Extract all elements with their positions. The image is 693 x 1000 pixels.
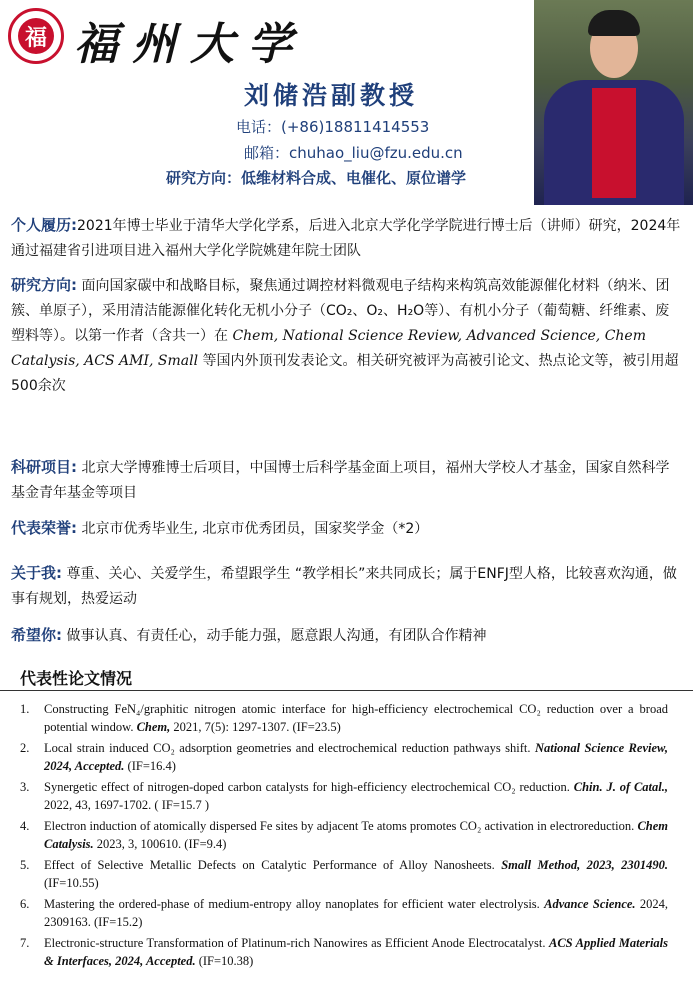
- about-text: 尊重、关心、关爱学生，希望跟学生 “教学相长”来共同成长；属于ENFJ型人格，比较喜欢沟通，做事有规划，热爱运动: [11, 566, 677, 607]
- research-text-1: 面向国家碳中和战略目标，聚焦通过调控材料微观电子结构来构筑高效能源催化材料（纳米、团簇、单原子），采用清洁能源催化转化无机小分子（CO₂、O₂、H₂O等）、有机小分子（葡萄糖、纤维素、废塑料等）。以第一作者（含共一）在: [11, 278, 670, 344]
- logo-char: 福: [18, 18, 54, 54]
- about-label: 关于我:: [11, 564, 62, 582]
- research-journals: Chem, National Science Review, Advanced Science, Chem Catalysis, ACS AMI, Small: [11, 328, 646, 369]
- profile-photo: [534, 0, 693, 205]
- profile-name: 刘储浩副教授: [244, 81, 419, 110]
- email-text: 邮箱：chuhao_liu@fzu.edu.cn: [244, 144, 463, 162]
- section-resume: [11, 213, 683, 264]
- hope-text: 做事认真、有责任心，动手能力强，愿意跟人沟通，有团队合作精神: [66, 628, 487, 644]
- research-summary: 研究方向：低维材料合成、电催化、原位谱学: [166, 169, 467, 187]
- section-about: [11, 561, 683, 612]
- section-honors: [11, 516, 683, 542]
- projects-label: 科研项目:: [11, 458, 77, 476]
- projects-text: 北京大学博雅博士后项目，中国博士后科学基金面上项目，福州大学校人才基金，国家自然科学基金青年基金等项目: [11, 460, 670, 501]
- resume-text: 2021年博士毕业于清华大学化学系，后进入北京大学化学学院进行博士后（讲师）研究，2024年通过福建省引进项目进入福州大学化学院姚建年院士团队: [11, 218, 681, 259]
- publication-item: 6. Mastering the ordered-phase of medium-entropy alloy nanoplates for efficient water electrolysis. Advance Science. 2024, 2309163. (IF=15.2): [20, 897, 668, 929]
- publication-item: 2. Local strain induced CO₂ adsorption geometries and electrochemical reduction pathways shift. National Science Review, 2024, Accepted. (IF=16.4): [20, 741, 669, 773]
- research-text-2: 等国内外顶刊发表论文。相关研究被评为高被引论文、热点论文等，被引用超500余次: [11, 353, 679, 394]
- publication-item: 1. Constructing FeN₄/graphitic nitrogen atomic interface for high-efficiency electrochemical CO₂ reduction over a broad potential window. Chem, 2021, 7(5): 1297-1307. (IF=23.5): [20, 702, 668, 734]
- section-hope: [11, 623, 683, 649]
- divider: [0, 690, 693, 691]
- publication-item: 4. Electron induction of atomically dispersed Fe sites by adjacent Te atoms promotes CO₂ activation in electroreduction. Chem Catalysis. 2023, 3, 100610. (IF=9.4): [20, 819, 669, 851]
- publication-item: 7. Electronic-structure Transformation of Platinum-rich Nanowires as Efficient Anode Electrocatalyst. ACS Applied Materials & Interfaces, 2024, Accepted. (IF=10.38): [20, 936, 669, 968]
- resume-label: 个人履历:: [11, 216, 77, 234]
- section-research: [11, 273, 683, 399]
- publication-item: 5. Effect of Selective Metallic Defects on Catalytic Performance of Alloy Nanosheets. Small Method, 2023, 2301490. (IF=10.55): [20, 858, 668, 890]
- profile-header: [0, 0, 693, 205]
- phone-text: 电话：(+86)18811414553: [236, 118, 430, 136]
- publication-item: 3. Synergetic effect of nitrogen-doped carbon catalysts for high-efficiency electrochemical CO₂ reduction. Chin. J. of Catal., 2022, 43, 1697-1702. ( IF=15.7 ): [20, 780, 669, 812]
- honors-text: 北京市优秀毕业生, 北京市优秀团员，国家奖学金（*2）: [81, 521, 429, 537]
- publication-list: [20, 700, 668, 973]
- section-projects: [11, 455, 683, 506]
- publications-heading: 代表性论文情况: [20, 669, 133, 688]
- university-logo: [8, 8, 64, 64]
- research-label: 研究方向:: [11, 276, 77, 294]
- hope-label: 希望你:: [11, 626, 62, 644]
- university-name: 福州大学: [74, 19, 306, 70]
- honors-label: 代表荣誉:: [11, 519, 77, 537]
